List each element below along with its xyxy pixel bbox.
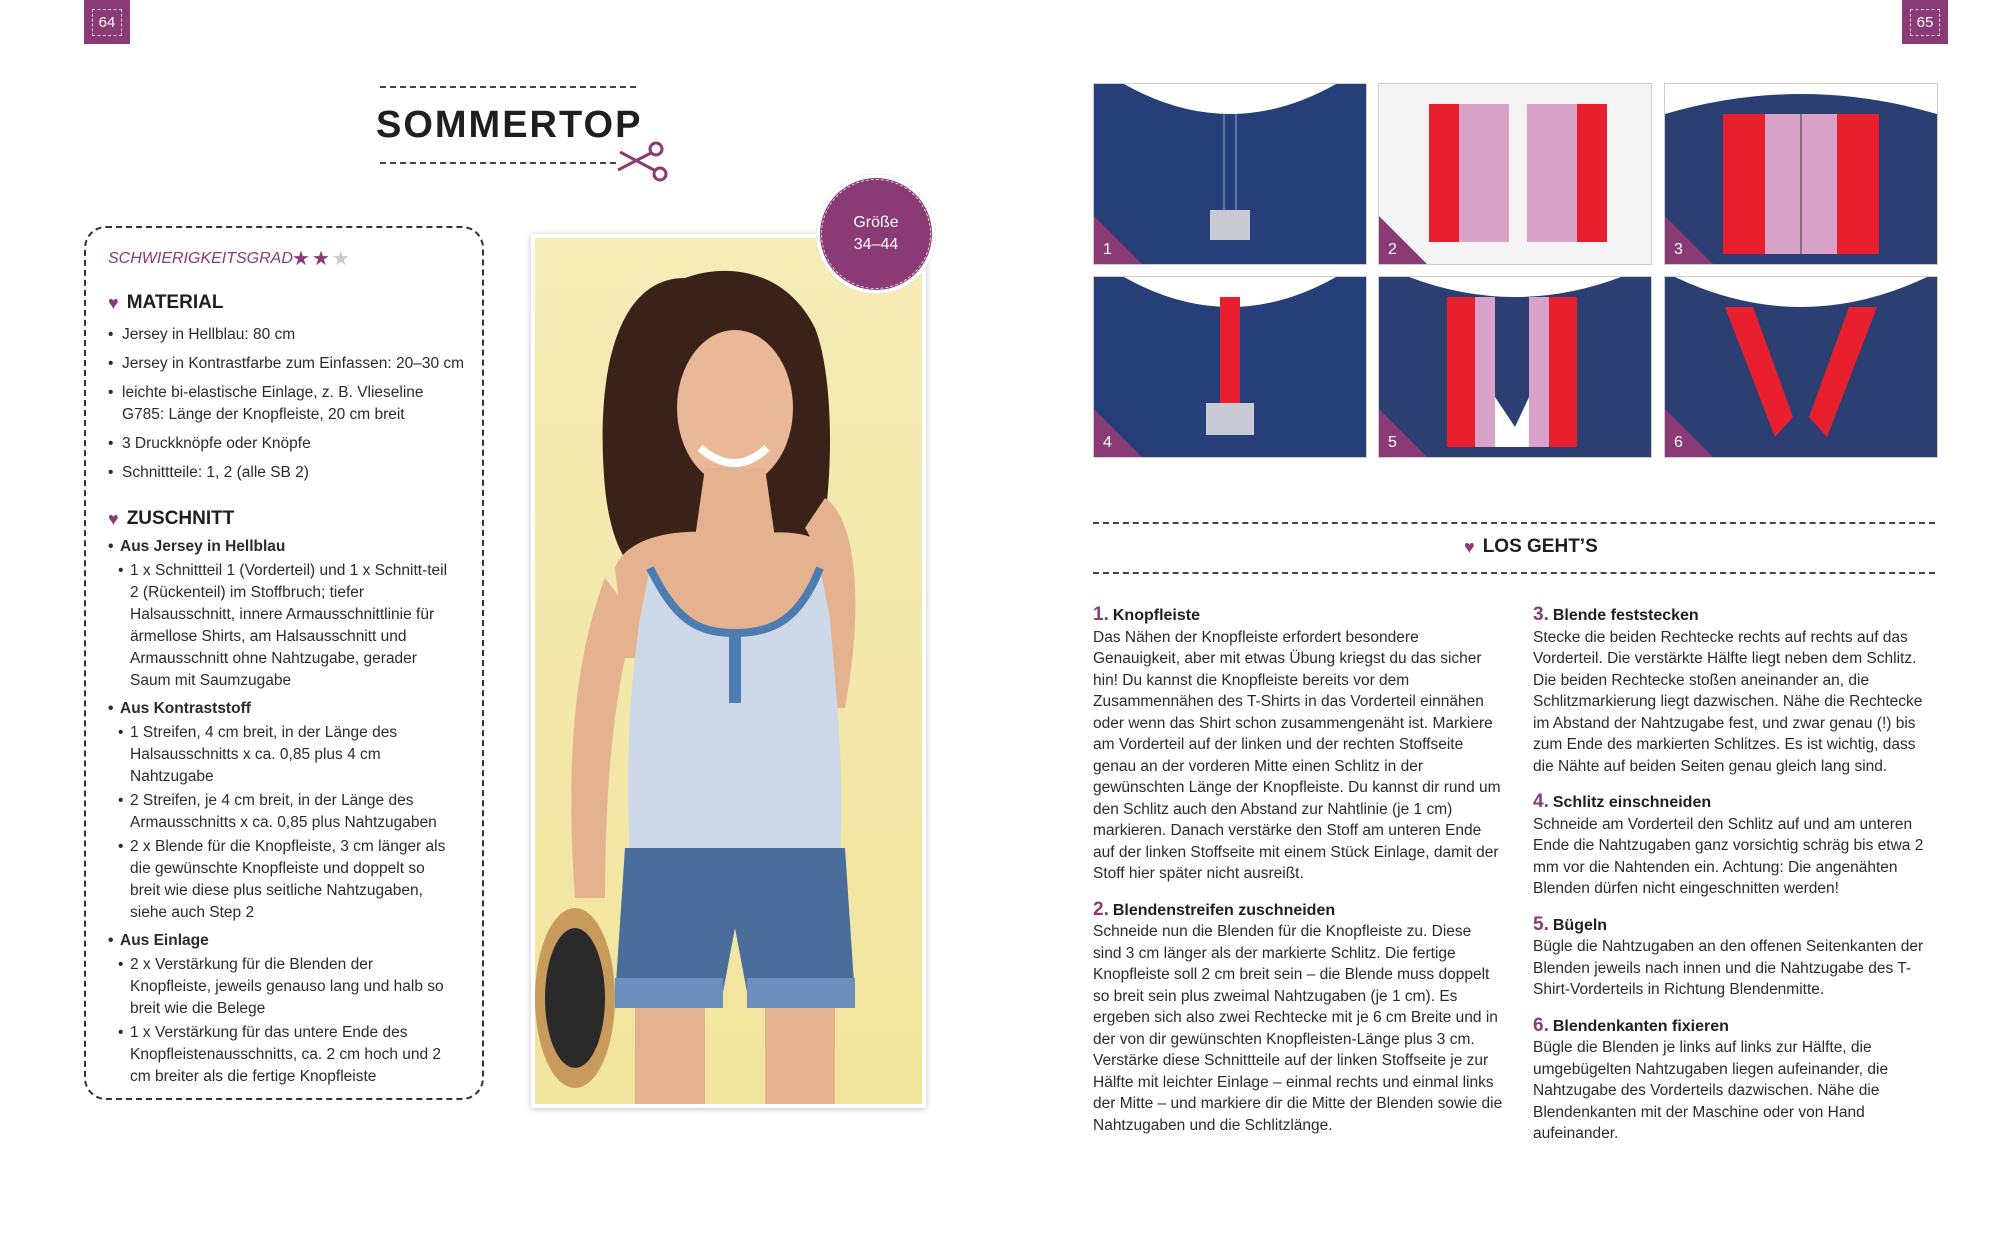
- list-item: • 2 Streifen, je 4 cm breit, in der Länge des Armausschnitts x ca. 0,85 plus Nahtzugaben: [108, 790, 458, 834]
- step-title: 6. Blendenkanten fixieren: [1533, 1014, 1729, 1036]
- step-photo-number: 2: [1388, 241, 1397, 258]
- star-empty-icon: ★: [331, 248, 352, 270]
- scissors-icon: [616, 140, 672, 184]
- steps-column-left: [1093, 594, 1503, 1136]
- group-title: • Aus Kontraststoff: [108, 698, 458, 720]
- los-rule-bottom: [1093, 572, 1935, 574]
- step-photo-number: 4: [1103, 434, 1112, 451]
- difficulty-stars: [292, 246, 352, 271]
- group-title: • Aus Jersey in Hellblau: [108, 536, 458, 558]
- los-heading: ♥ LOS GEHT’S: [1464, 536, 1598, 557]
- heart-icon: ♥: [108, 292, 119, 313]
- model-photo: [531, 234, 926, 1108]
- star-icon: ★: [292, 248, 312, 270]
- difficulty-label: SCHWIERIGKEITSGRAD: [108, 250, 293, 267]
- list-item: • leichte bi-elastische Einlage, z. B. Vlieseline G785: Länge der Knopfleiste, 20 cm breit: [108, 382, 470, 426]
- step-title: 3. Blende feststecken: [1533, 604, 1699, 625]
- list-item: • Jersey in Kontrastfarbe zum Einfassen: 20–30 cm: [108, 353, 470, 375]
- page-number-left: 64: [84, 0, 130, 44]
- zuschnitt-section: [108, 508, 458, 1090]
- step-photo-3: [1664, 83, 1938, 265]
- list-item: • 1 x Schnittteil 1 (Vorderteil) und 1 x Schnitt-teil 2 (Rückenteil) im Stoffbruch; tiefer Halsausschnitt, innere Armausschnittlinie für ärmellose Shirts, am Halsausschnitt und Armausschnitt ohne Nahtzugabe, gerader Saum mit Saumzugabe: [108, 560, 458, 692]
- heart-icon: ♥: [1464, 536, 1475, 557]
- star-icon: ★: [311, 248, 332, 270]
- heart-icon: ♥: [108, 508, 119, 529]
- step-title: 5. Bügeln: [1533, 913, 1608, 935]
- steps-column-right: [1533, 594, 1937, 1145]
- group-title: • Aus Einlage: [108, 930, 458, 952]
- step-text: Stecke die beiden Rechtecke rechts auf rechts auf das Vorderteil. Die verstärkte Hälfte liegt neben dem Schlitz. Die beiden Rechtecke stoßen aneinander an, die Schlitzmarkierung liegt dazwischen. Nähe die Rechtecke im Abstand der Nahtzugabe fest, und zwar genau (!) bis zum Ende des markierten Schlitzes. Es ist wichtig, dass die Nähte auf beiden Seiten genau gleich lang sind.: [1533, 628, 1923, 775]
- list-item: • Jersey in Hellblau: 80 cm: [108, 324, 470, 346]
- page-title: SOMMERTOP: [376, 104, 643, 146]
- title-rule-bottom: [380, 162, 616, 164]
- title-rule-top: [380, 86, 636, 88]
- woman-illustration: [535, 238, 922, 1104]
- zuschnitt-list: [108, 536, 458, 1088]
- size-badge: Größe 34–44: [816, 174, 936, 294]
- step-photo-6: [1664, 276, 1938, 458]
- step-text: Schneide nun die Blenden für die Knopfleiste zu. Diese sind 3 cm länger als der markierte Schlitz. Die fertige Knopfleiste soll 2 cm breit sein – die Blende muss doppelt so breit sein plus zweimal Nahtzugaben (je 1 cm). Es ergeben sich also zwei Rechtecke mit je 6 cm Breite und in der von dir gewünschten Knopfleisten-Länge plus 3 cm. Verstärke diese Schnittteile auf der linken Stoffseite je zur Hälfte mit leichter Einlage – einmal rechts und einmal links der Mitte – und markiere dir die Mitte der Blenden sowie die Nahtzugaben und die Schlitzlänge.: [1093, 923, 1503, 1134]
- step-title: 2. Blendenstreifen zuschneiden: [1093, 898, 1336, 920]
- list-item: • 2 x Verstärkung für die Blenden der Knopfleiste, jeweils genauso lang und halb so breit wie die Belege: [108, 954, 458, 1020]
- step-text: Bügle die Blenden je links auf links zur Hälfte, die umgebügelten Nahtzugaben liegen aufeinander, die Nahtzugabe des Vorderteils dazwischen. Nähe die Blendenkanten mit der Maschine oder von Hand aufeinander.: [1533, 1039, 1889, 1142]
- step-title: 1. Knopfleiste: [1093, 604, 1200, 625]
- material-list: [108, 324, 470, 484]
- page-number-right: 65: [1902, 0, 1948, 44]
- step-photo-number: 3: [1674, 241, 1683, 258]
- step-text: Das Nähen der Knopfleiste erfordert besondere Genauigkeit, aber mit etwas Übung kriegst du das sicher hin! Du kannst die Knopfleiste bereits vor dem Zusammennähen des T-Shirts in das Vorderteil einnähen oder wenn das Shirt schon zusammengenäht ist. Markiere am Vorderteil auf der linken und der rechten Stoffseite genau an der vorderen Mitte einen Schlitz in der gewünschten Länge der Knopfleiste. Du kannst dir rund um den Schlitz auch den Abstand zur Nahtlinie (je 1 cm) markieren. Danach verstärke den Stoff am unteren Ende auf der linken Stoffseite mit einem Stück Einlage, damit der Stoff hier später nicht ausreißt.: [1093, 628, 1501, 882]
- step-photo-2: [1378, 83, 1652, 265]
- list-item: • 3 Druckknöpfe oder Knöpfe: [108, 433, 470, 455]
- step-photo-number: 6: [1674, 434, 1683, 451]
- step-photo-number: 5: [1388, 434, 1397, 451]
- list-item: • Schnittteile: 1, 2 (alle SB 2): [108, 462, 470, 484]
- zuschnitt-heading: ZUSCHNITT: [126, 508, 235, 529]
- material-section: [108, 292, 470, 491]
- step-text: Schneide am Vorderteil den Schlitz auf und am unteren Ende die Nahtzugaben ganz vorsichtig schräg bis etwa 2 mm vor die Nahtenden ein. Achtung: Die angenähten Blenden dürfen nicht eingeschnitten werden!: [1533, 815, 1924, 897]
- step-text: Bügle die Nahtzugaben an den offenen Seitenkanten der Blenden jeweils nach innen und die Nahtzugabe des T-Shirt-Vorderteils in Richtung Blendenmitte.: [1533, 938, 1924, 998]
- los-rule-top: [1093, 522, 1935, 524]
- list-item: • 1 Streifen, 4 cm breit, in der Länge des Halsausschnitts x ca. 0,85 plus 4 cm Nahtzugabe: [108, 722, 458, 788]
- step-photo-5: [1378, 276, 1652, 458]
- step-photo-1: [1093, 83, 1367, 265]
- material-heading: MATERIAL: [126, 292, 224, 313]
- step-photo-4: [1093, 276, 1367, 458]
- list-item: • 1 x Verstärkung für das untere Ende des Knopfleistenausschnitts, ca. 2 cm hoch und 2 cm breiter als die fertige Knopfleiste: [108, 1022, 458, 1088]
- list-item: • 2 x Blende für die Knopfleiste, 3 cm länger als die gewünschte Knopfleiste und doppelt so breit wie diese plus seitliche Nahtzugaben, siehe auch Step 2: [108, 836, 458, 924]
- step-photo-number: 1: [1103, 241, 1112, 258]
- step-title: 4. Schlitz einschneiden: [1533, 791, 1712, 812]
